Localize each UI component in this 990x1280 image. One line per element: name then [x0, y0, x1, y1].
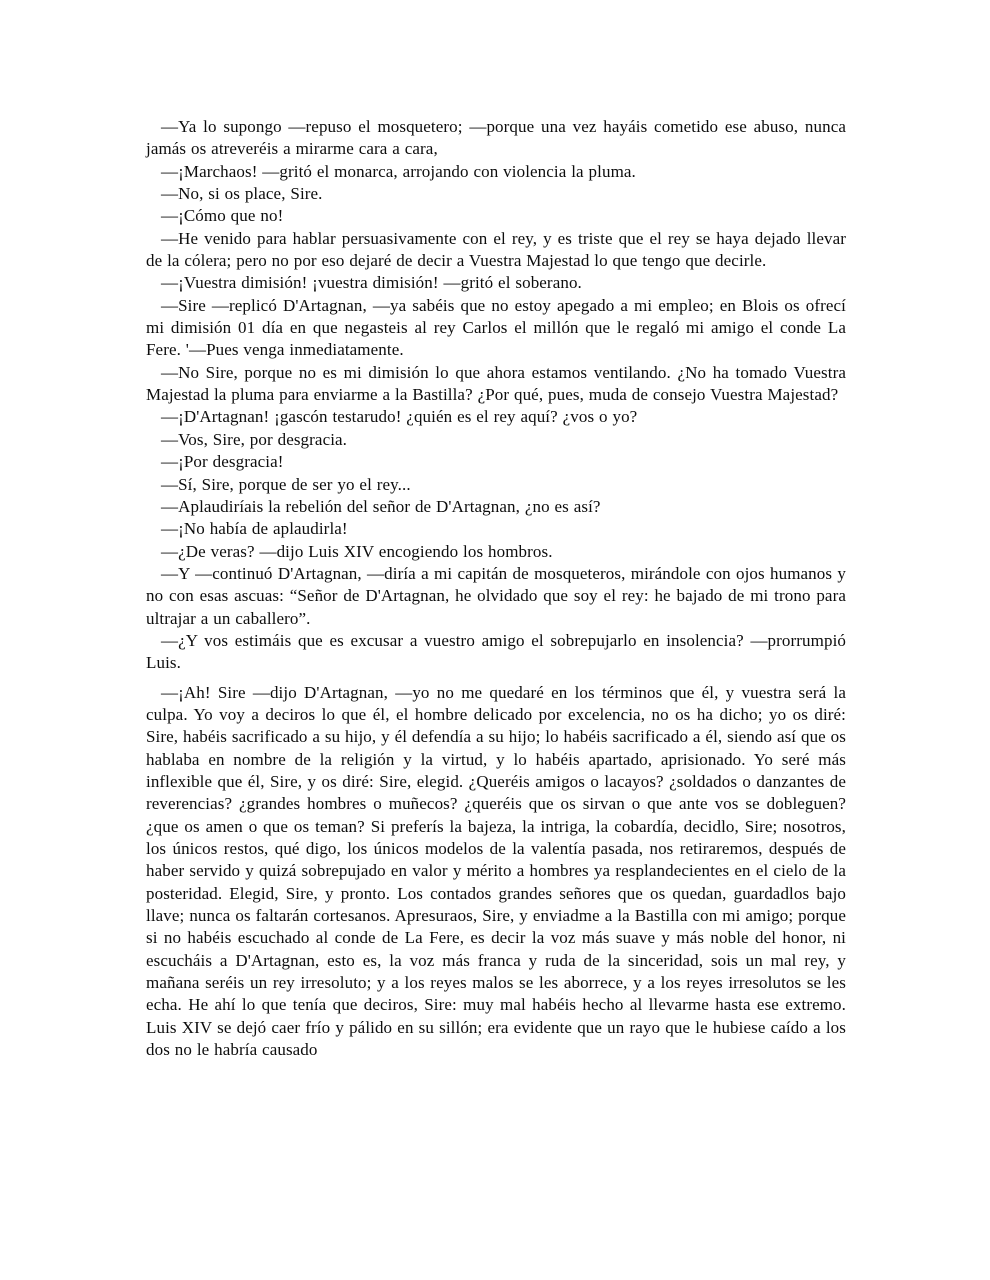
paragraph: —Vos, Sire, por desgracia. [161, 429, 348, 449]
paragraph: —¡D'Artagnan! ¡gascón testarudo! ¿quién es el rey aquí? ¿vos o yo? [161, 407, 638, 427]
paragraph: —No Sire, porque no es mi dimisión lo que ahora estamos ventilando. ¿No ha tomado Vuestra Majestad la pluma para enviarme a la Bastilla? ¿Por qué, pues, muda de consejo Vuestra Majestad? [146, 362, 846, 405]
paragraph: —Aplaudiríais la rebelión del señor de D'Artagnan, ¿no es así? [161, 496, 601, 516]
paragraph: —¡Cómo que no! [161, 206, 284, 226]
book-page-text [146, 116, 846, 1061]
paragraph: —¡No había de aplaudirla! [161, 519, 348, 539]
paragraph: —Sí, Sire, porque de ser yo el rey... [161, 474, 411, 494]
paragraph: —¡Vuestra dimisión! ¡vuestra dimisión! —gritó el soberano. [161, 273, 582, 293]
paragraph: —Ya lo supongo —repuso el mosquetero; —porque una vez hayáis cometido ese abuso, nunca jamás os atreveréis a mirarme cara a cara, [146, 117, 846, 159]
paragraph: —Y —continuó D'Artagnan, —diría a mi capitán de mosqueteros, mirándole con ojos humanos y no con esas ascuas: “Señor de D'Artagnan, he olvidado que soy el rey: he bajado de mi trono para ultrajar a un caballero”. [146, 563, 846, 628]
paragraph: —He venido para hablar persuasivamente con el rey, y es triste que el rey se haya dejado llevar de la cólera; pero no por eso dejaré de decir a Vuestra Majestad lo que tengo que decirle. [146, 228, 846, 271]
paragraph: —¿Y vos estimáis que es excusar a vuestro amigo el sobrepujarlo en insolencia? —prorrumpió Luis. [146, 630, 846, 673]
paragraph: —¡Marchaos! —gritó el monarca, arrojando con violencia la pluma. [161, 161, 636, 181]
paragraph: —¿De veras? —dijo Luis XIV encogiendo los hombros. [161, 541, 553, 561]
paragraph: —No, si os place, Sire. [161, 184, 323, 204]
paragraph: —¡Ah! Sire —dijo D'Artagnan, —yo no me quedaré en los términos que él, y vuestra será la culpa. Yo voy a deciros lo que él, el hombre delicado por excelencia, no os ha dicho; yo os diré: Sire, habéis sacrificado a su hijo, y él defendía a su hijo; lo habéis sacrificado a él, siendo así que os hablaba en nombre de la religión y la virtud, y lo habéis apartado, aprisionado. Yo seré más inflexible que él, Sire, y os diré: Sire, elegid. ¿Queréis amigos o lacayos? ¿soldados o danzantes de reverencias? ¿grandes hombres o muñecos? ¿queréis que os sirvan o que ante vos se dobleguen? ¿que os amen o que os teman? Si preferís la bajeza, la intriga, la cobardía, decidlo, Sire; nosotros, los únicos restos, qué digo, los únicos modelos de la valentía pasada, nos retiraremos, después de haber servido y quizá sobrepujado en valor y mérito a hombres ya resplandecientes en el cielo de la posteridad. Elegid, Sire, y pronto. Los contados grandes señores que os quedan, guardadlos bajo llave; nunca os faltarán cortesanos. Apresuraos, Sire, y enviadme a la Bastilla con mi amigo; porque si no habéis escuchado al conde de La Fere, es decir la voz más suave y más noble del honor, ni escucháis a D'Artagnan, esto es, la voz más franca y ruda de la sinceridad, sois un mal rey, y mañana seréis un rey irresoluto; y a los reyes malos se les aborrece, y a los reyes irresolutos se les echa. He ahí lo que tenía que deciros, Sire: muy mal habéis hecho al llevarme hasta ese extremo. Luis XIV se dejó caer frío y pálido en su sillón; era evidente que un rayo que le hubiese caído a los dos no le habría causado [146, 682, 846, 1060]
paragraph: —¡Por desgracia! [161, 452, 284, 472]
paragraph: —Sire —replicó D'Artagnan, —ya sabéis que no estoy apegado a mi empleo; en Blois os ofrecí mi dimisión 01 día en que negasteis al rey Carlos el millón que le regaló mi amigo el conde La Fere. '—Pues venga inmediatamente. [146, 295, 846, 360]
